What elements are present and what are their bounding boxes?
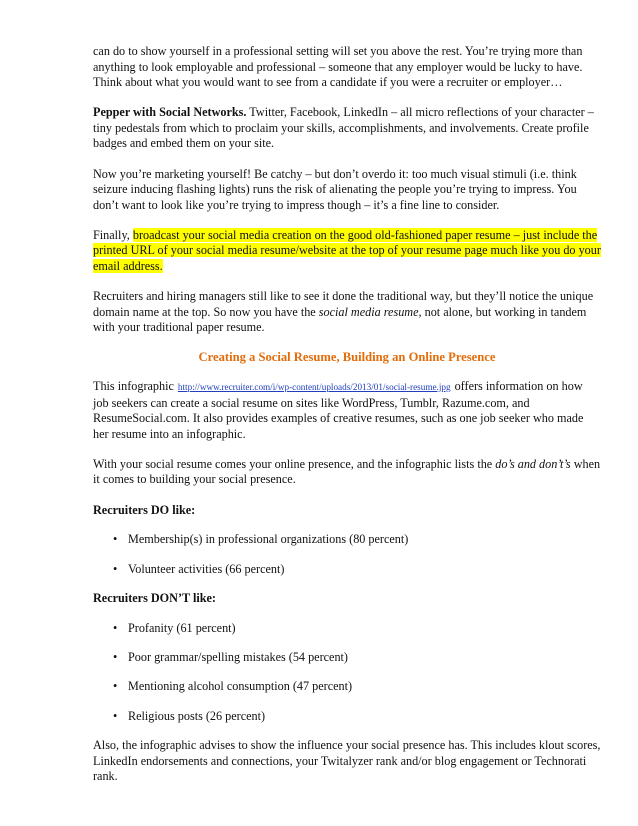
list-item-text: Mentioning alcohol consumption (47 percent)	[128, 679, 353, 694]
list-item-text: Volunteer activities (66 percent)	[128, 561, 285, 576]
paragraph-recruiters	[93, 289, 601, 336]
paragraph-online-presence-post: when it comes to building your social presence.	[93, 456, 601, 487]
emphasis-dos-donts: do’s and don’t’s	[495, 456, 571, 471]
paragraph-infographic-pre: This infographic	[93, 379, 174, 393]
section-heading: Creating a Social Resume, Building an Online Presence	[198, 350, 496, 365]
bullet-icon: •	[113, 561, 118, 576]
recruiters-dont-heading: Recruiters DON’T like:	[93, 590, 216, 605]
list-item	[93, 562, 601, 578]
list-item-text: Religious posts (26 percent)	[128, 708, 266, 723]
paragraph-infographic	[93, 379, 601, 442]
list-item	[93, 679, 601, 695]
list-item-text: Profanity (61 percent)	[128, 620, 236, 635]
bullet-icon: •	[113, 708, 118, 723]
paragraph-infographic-post: offers information on how job seekers can create a social resume on sites like WordPress, Tumblr, Razume.com, and ResumeSocial.com. It also provides examples of creative resumes, such as one job seeker who made her resume into an infographic.	[93, 379, 584, 441]
paragraph-influence: Also, the infographic advises to show the influence your social presence has. This includes klout scores, LinkedIn endorsements and connections, your Twitalyzer rank and/or blog engagement or Technorati rank.	[93, 738, 601, 784]
paragraph-recruiters-pre: Recruiters and hiring managers still like to see it done the traditional way, but they’ll notice the unique domain name at the top. So now you have the	[93, 289, 594, 319]
recruiters-dont-list	[93, 621, 601, 725]
list-item	[93, 709, 601, 725]
lead-social-networks: Pepper with Social Networks.	[93, 105, 247, 120]
list-item-text: Poor grammar/spelling mistakes (54 percent)	[128, 649, 348, 664]
highlighted-text: broadcast your social media creation on the good old-fashioned paper resume – just include the printed URL of your social media resume/website at the top of your resume page much like you do your email address.	[93, 227, 601, 274]
infographic-link[interactable]: http://www.recruiter.com/i/wp-content/uploads/2013/01/social-resume.jpg	[177, 382, 451, 392]
paragraph-online-presence-pre: With your social resume comes your online presence, and the infographic lists the	[93, 456, 496, 471]
list-item	[93, 532, 601, 548]
paragraph-marketing: Now you’re marketing yourself! Be catchy – but don’t overdo it: too much visual stimuli (i.e. think seizure inducing flashing lights) runs the risk of alienating the people you’re trying to impress. You don’t want to look like you’re trying to impress though – it’s a fine line to consider.	[93, 166, 577, 212]
bullet-icon: •	[113, 532, 118, 547]
paragraph-online-presence	[93, 457, 601, 488]
bullet-icon: •	[113, 679, 118, 694]
bullet-icon: •	[113, 649, 118, 664]
paragraph-social-networks-text: Twitter, Facebook, LinkedIn – all micro reflections of your character – tiny pedestals from which to proclaim your skills, accomplishments, and involvements. Create profile badges and embed them on your site.	[93, 105, 594, 151]
bullet-icon: •	[113, 620, 118, 635]
paragraph-recruiters-post: , not alone, but working in tandem with your traditional paper resume.	[93, 304, 587, 335]
list-item	[93, 621, 601, 637]
list-item	[93, 650, 601, 666]
recruiters-do-heading: Recruiters DO like:	[93, 502, 196, 517]
paragraph-finally-pre: Finally,	[93, 227, 133, 242]
list-item-text: Membership(s) in professional organizations (80 percent)	[128, 532, 409, 547]
paragraph-finally	[93, 228, 601, 275]
recruiters-do-list	[93, 532, 601, 577]
paragraph-social-networks	[93, 105, 601, 152]
emphasis-social-media-resume: social media resume	[318, 304, 419, 319]
paragraph-intro: can do to show yourself in a professional setting will set you above the rest. You’re trying more than anything to look employable and professional – someone that any employer would be lucky to have. Think about what you would want to see from a candidate if you were a recruiter or employer…	[93, 44, 583, 90]
document-page	[93, 44, 601, 799]
